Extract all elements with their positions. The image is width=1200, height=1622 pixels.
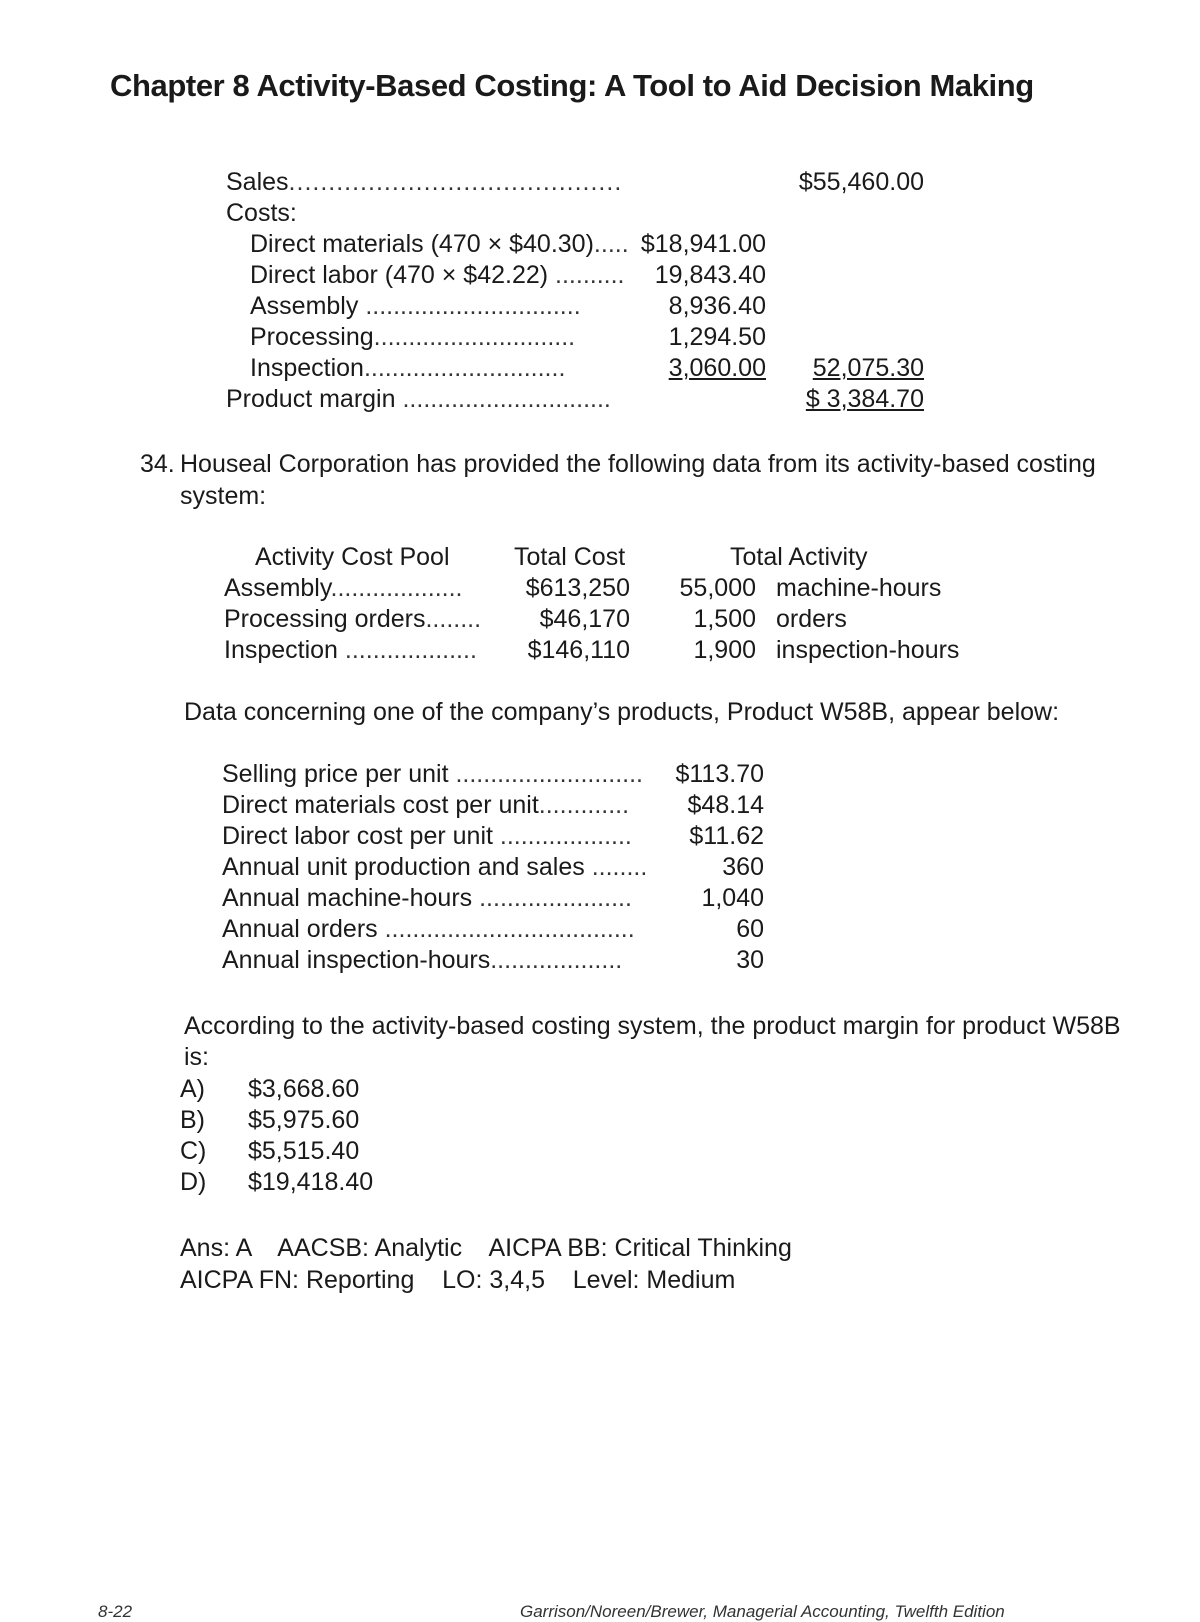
product-data-value: 60 (736, 915, 764, 943)
choice-value: $5,515.40 (248, 1137, 360, 1165)
total-costs: 52,075.30 (812, 354, 924, 382)
pool-qty: 1,500 (693, 605, 756, 633)
footer-source: Garrison/Noreen/Brewer, Managerial Accounting, Twelfth Edition (520, 1602, 1005, 1621)
margin-value: $ 3,384.70 (805, 385, 924, 413)
choice-letter: C) (180, 1137, 207, 1165)
choice-value: $5,975.60 (248, 1106, 360, 1134)
sales-value: $55,460.00 (798, 168, 924, 196)
prompt-line2: is: (184, 1043, 209, 1071)
cost-line-label: Assembly ............................... (250, 292, 581, 320)
question-text-line2: system: (180, 482, 267, 510)
product-data-value: 1,040 (701, 884, 764, 912)
choice-letter: B) (180, 1106, 205, 1134)
pool-cost: $146,110 (527, 636, 630, 664)
product-data-label: Annual unit production and sales ........ (222, 853, 648, 881)
cost-line-label: Direct materials (470 × $40.30)..... (250, 230, 629, 258)
page-number: 8-22 (98, 1602, 133, 1621)
choice-value: $3,668.60 (248, 1075, 360, 1103)
cost-line-label: Processing............................. (250, 323, 576, 351)
cost-line-amount: 1,294.50 (668, 323, 766, 351)
product-data-label: Selling price per unit ........................... (222, 760, 643, 788)
pool-name: Processing orders........ (224, 605, 482, 633)
product-data-value: $113.70 (675, 760, 764, 788)
choice-value: $19,418.40 (248, 1168, 374, 1196)
sales-label: Sales.......................................... (226, 168, 623, 196)
page-title: Chapter 8 Activity-Based Costing: A Tool to Aid Decision Making (110, 68, 1034, 103)
product-data-label: Annual orders .................................... (222, 915, 635, 943)
answer-meta-line1: Ans: A AACSB: Analytic AICPA BB: Critical Thinking (180, 1234, 792, 1262)
product-data-label: Annual inspection-hours................... (222, 946, 623, 974)
choice-letter: A) (180, 1075, 205, 1103)
cost-line-label: Inspection............................. (250, 354, 566, 382)
cost-line-label: Direct labor (470 × $42.22) .......... (250, 261, 625, 289)
pool-cost: $613,250 (525, 574, 630, 602)
product-data-value: $11.62 (689, 822, 764, 850)
margin-label: Product margin .............................. (226, 385, 611, 413)
pool-cost: $46,170 (539, 605, 630, 633)
choice-letter: D) (180, 1168, 207, 1196)
question-number: 34. (140, 450, 175, 478)
product-intro: Data concerning one of the company’s products, Product W58B, appear below: (184, 698, 1060, 726)
cost-line-amount: $18,941.00 (640, 230, 766, 258)
question-text-line1: Houseal Corporation has provided the following data from its activity-based costing (180, 450, 1096, 478)
product-data-label: Direct materials cost per unit............. (222, 791, 630, 819)
pool-qty: 1,900 (693, 636, 756, 664)
product-data-label: Annual machine-hours ...................... (222, 884, 632, 912)
header-pool: Activity Cost Pool (255, 543, 450, 571)
product-data-value: 360 (722, 853, 764, 881)
product-data-value: 30 (736, 946, 764, 974)
pool-qty: 55,000 (679, 574, 756, 602)
costs-label: Costs: (226, 199, 297, 227)
header-cost: Total Cost (514, 543, 626, 571)
cost-line-amount: 3,060.00 (668, 354, 766, 382)
product-data-label: Direct labor cost per unit ................... (222, 822, 632, 850)
pool-unit: orders (776, 605, 847, 633)
cost-line-amount: 19,843.40 (654, 261, 766, 289)
prompt-line1: According to the activity-based costing system, the product margin for product W58B (184, 1012, 1121, 1040)
answer-meta-line2: AICPA FN: Reporting LO: 3,4,5 Level: Medium (180, 1266, 736, 1294)
pool-unit: inspection-hours (776, 636, 960, 664)
pool-unit: machine-hours (776, 574, 942, 602)
pool-name: Inspection ................... (224, 636, 477, 664)
pool-name: Assembly................... (224, 574, 463, 602)
header-activity: Total Activity (730, 543, 868, 571)
product-data-value: $48.14 (687, 791, 764, 819)
cost-line-amount: 8,936.40 (668, 292, 766, 320)
